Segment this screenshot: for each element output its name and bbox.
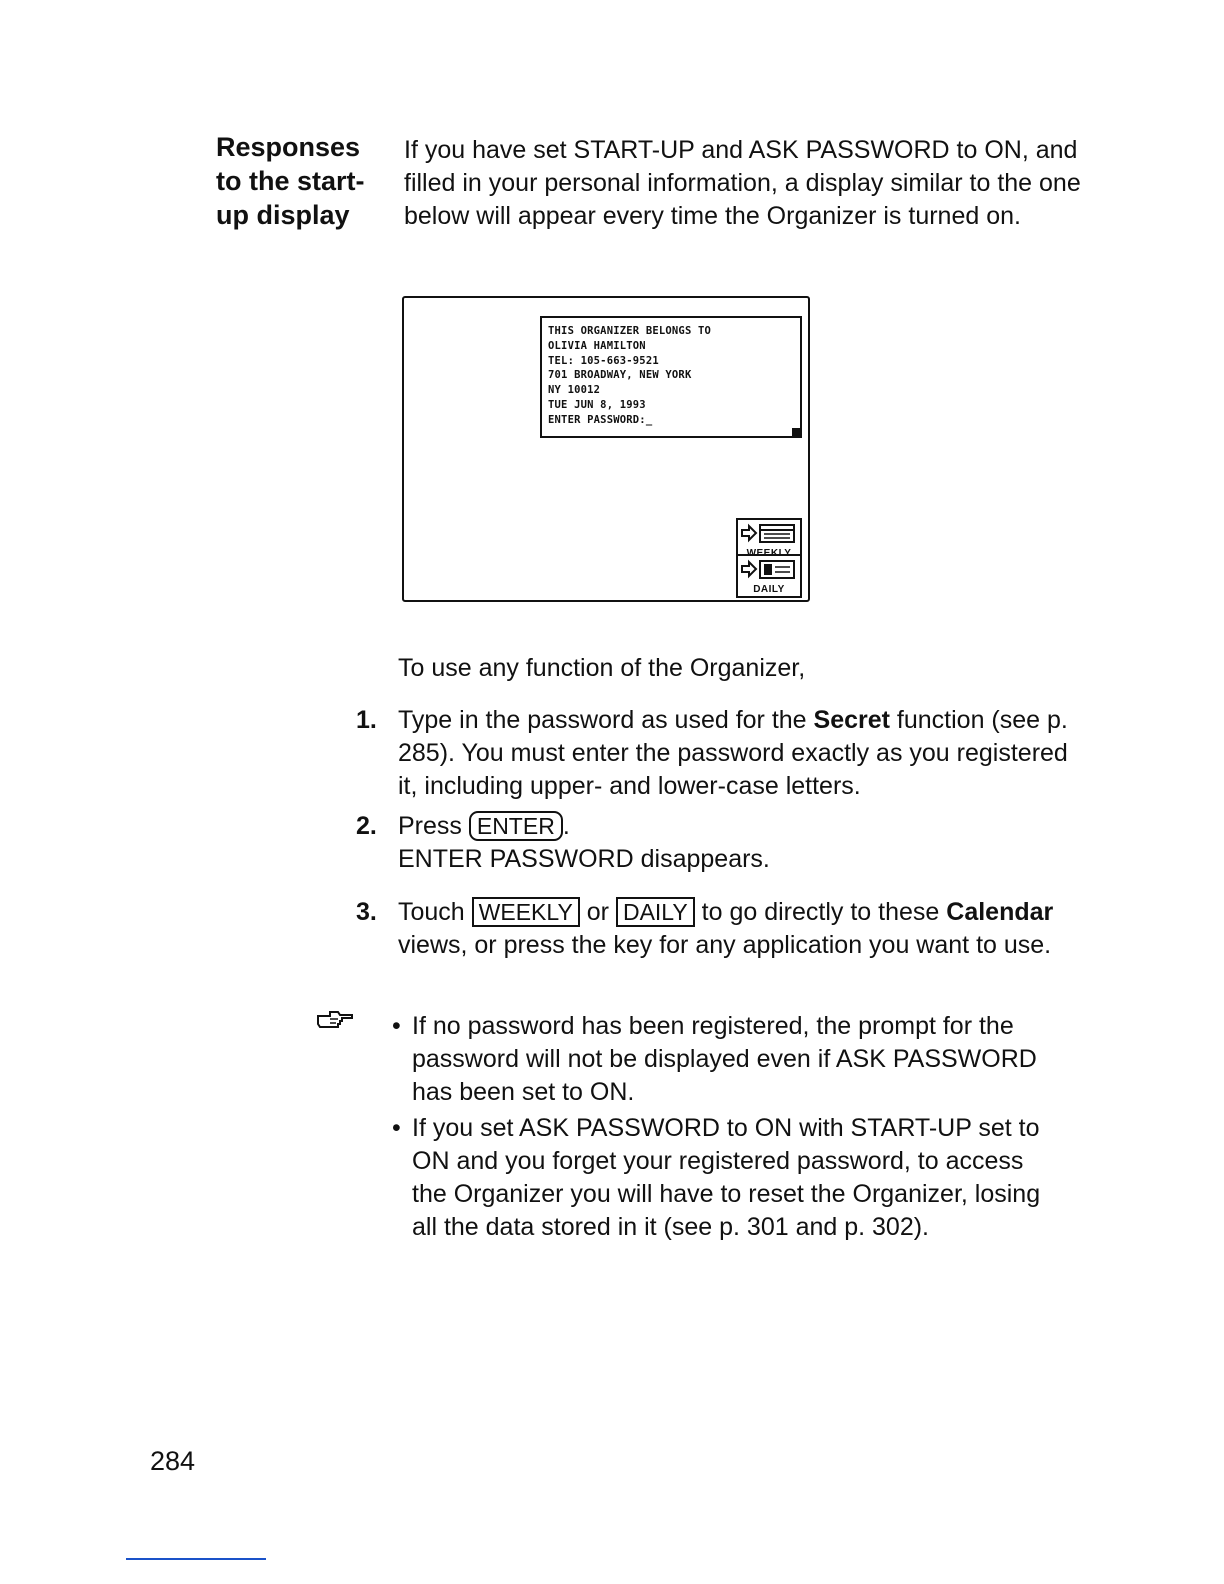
- bullet: •: [392, 1114, 401, 1142]
- daily-calendar-icon: [740, 558, 798, 580]
- step-2-result: ENTER PASSWORD disappears.: [398, 845, 770, 873]
- step-number: 1.: [356, 706, 377, 734]
- step-text: Press ENTER . ENTER PASSWORD disappears.: [398, 810, 1074, 876]
- step-number: 3.: [356, 898, 377, 926]
- enter-key: ENTER: [469, 811, 563, 841]
- section-heading-line-2: to the start-: [216, 166, 365, 196]
- organizer-screen-illustration: [402, 296, 810, 602]
- weekly-key: WEEKLY: [472, 897, 580, 927]
- section-heading-line-3: up display: [216, 200, 350, 230]
- display-line: NY 10012: [548, 384, 601, 397]
- page-number: 284: [150, 1446, 196, 1476]
- display-line: 701 BROADWAY, NEW YORK: [548, 369, 692, 382]
- note-item: [392, 1112, 1072, 1278]
- calendar-term: Calendar: [946, 898, 1054, 926]
- daily-button[interactable]: [736, 554, 802, 598]
- section-heading-line-1: Responses: [216, 132, 361, 162]
- weekly-calendar-icon: [740, 522, 798, 544]
- display-line: OLIVIA HAMILTON: [548, 339, 646, 352]
- daily-button-label: DAILY: [753, 584, 785, 595]
- step-1: [356, 704, 1076, 806]
- scroll-corner-icon: [792, 428, 802, 438]
- instructions-lead: To use any function of the Organizer,: [398, 654, 806, 682]
- bullet: •: [392, 1012, 401, 1040]
- footer-rule: [126, 1558, 266, 1560]
- password-prompt: ENTER PASSWORD:_: [548, 413, 653, 426]
- section-heading: [216, 130, 396, 232]
- display-line: TUE JUN 8, 1993: [548, 398, 646, 411]
- intro-paragraph: If you have set START-UP and ASK PASSWORD to ON, and filled in your personal information, a display similar to the one below will appear every time the Organizer is turned on.: [404, 136, 1081, 230]
- note-text: If you set ASK PASSWORD to ON with START-UP set to ON and you forget your registered password, to access the Organizer you will have to reset the Organizer, losing all the data stored in it (see p. 301 and p. 302).: [412, 1114, 1041, 1241]
- daily-key: DAILY: [616, 897, 695, 927]
- pointing-hand-note-icon: [316, 1008, 354, 1030]
- step-2: [356, 810, 1076, 880]
- step-text: Touch WEEKLY or DAILY to go directly to these Calendar views, or press the key for any application you want to use.: [398, 898, 1054, 959]
- step-number: 2.: [356, 812, 377, 840]
- display-line: TEL: 105-663-9521: [548, 354, 659, 367]
- step-text: Type in the password as used for the Secret function (see p. 285). You must enter the password exactly as you registered it, including upper- and lower-case letters.: [398, 706, 1068, 800]
- note-text: If no password has been registered, the prompt for the password will not be displayed even if ASK PASSWORD has been set to ON.: [412, 1012, 1037, 1106]
- step-3: [356, 896, 1076, 996]
- note-item: [392, 1010, 1072, 1110]
- display-line: THIS ORGANIZER BELONGS TO: [548, 325, 712, 337]
- secret-function-term: Secret: [813, 706, 890, 734]
- owner-info-display: [540, 316, 802, 438]
